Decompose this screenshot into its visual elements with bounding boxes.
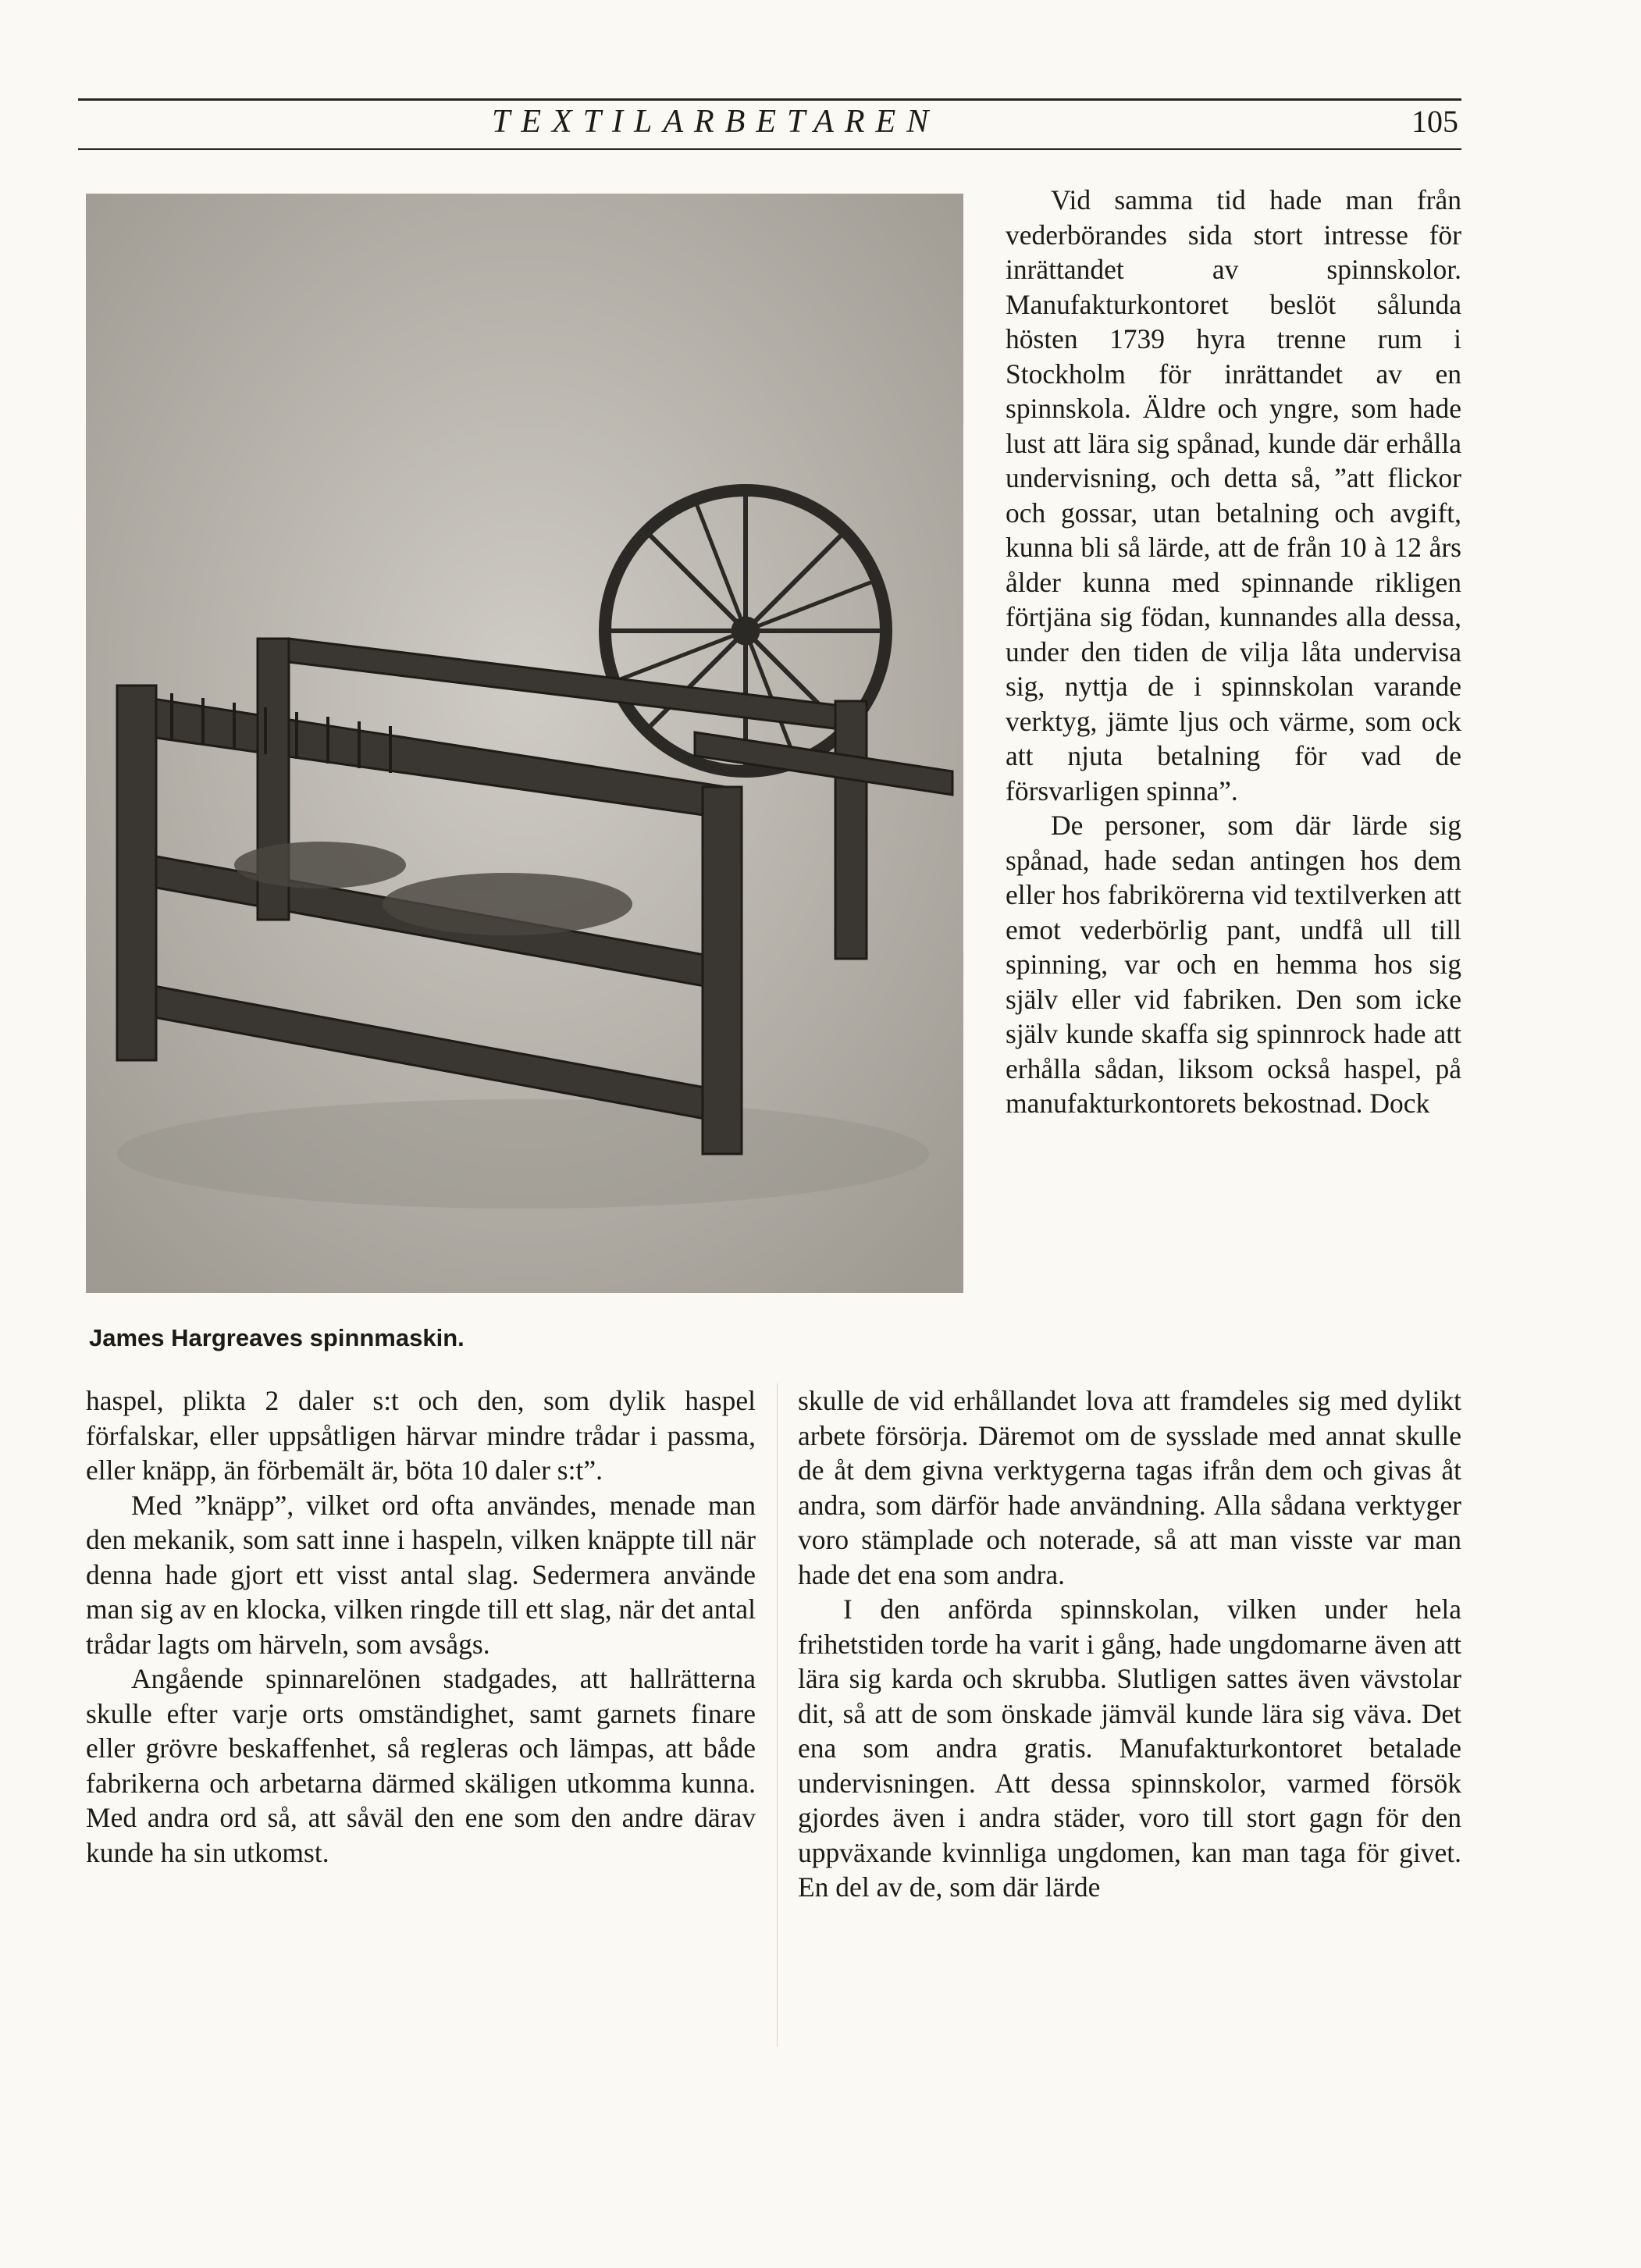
paragraph: skulle de vid erhållandet lova att framdeles sig med dylikt arbete försörja. Däremot om de sysslade med annat skulle de åt dem givna verktygerna tagas ifrån dem och givas åt andra, som därför hade användning. Alla sådana verktyger voro stämplade och noterade, så att man visste var man hade det ena som andra. — [798, 1385, 1461, 1590]
page-number: 105 — [1411, 104, 1458, 139]
paragraph: I den anförda spinnskolan, vilken under hela frihetstiden torde ha varit i gång, hade ungdomarne även att lära sig karda och skrubba. Slutligen sattes även vävstolar dit, så att de som önskade jämväl kunde lära sig väva. Det ena som andra gratis. Manufakturkontoret betalade undervisningen. Att dessa spinnskolor, varmed försök gjordes även i andra städer, voro till stort gagn för den uppväxande kvinnliga ungdomen, kan man taga för givet. En del av de, som där lärde — [798, 1593, 1461, 1903]
text-column-right-top — [1006, 183, 1461, 1121]
text-column-left — [86, 1383, 756, 1870]
spinning-jenny-figure — [86, 194, 963, 1293]
paragraph: Vid samma tid hade man från vederbörandes sida stort intresse för inrättandet av spinnskolor. Manufakturkontoret beslöt sålunda hösten 1739 hyra trenne rum i Stockholm för inrättandet av en spinnskola. Äldre och yngre, som hade lust att lära sig spånad, kunde där erhålla undervisning, och detta så, ”att flickor och gossar, utan betalning och avgift, kunna bli så lärde, att de från 10 à 12 års ålder kunna med spinnande rikligen förtjäna sig födan, kunnandes alla dessa, under den tiden de vilja låta undervisa sig, nyttja de i spinnskolan varande verktyg, jämte ljus och värme, som ock att njuta betalning för vad de försvarligen spinna”. — [1006, 184, 1461, 806]
text-column-right — [798, 1383, 1461, 1905]
paragraph: haspel, plikta 2 daler s:t och den, som dylik haspel förfalskar, eller uppsåtligen härvar mindre trådar i passma, eller knäpp, än förbemält är, böta 10 daler s:t”. — [86, 1385, 756, 1486]
paragraph: Med ”knäpp”, vilket ord ofta användes, menade man den mekanik, som satt inne i haspeln, vilken knäppte till när denna hade gjort ett visst antal slag. Sedermera använde man sig av en klocka, vilken ringde till ett slag, när det antal trådar lagts om härveln, som avsågs. — [86, 1489, 756, 1660]
paragraph: De personer, som där lärde sig spånad, hade sedan antingen hos dem eller hos fabrikörerna vid textilverken att emot vederbörlig pant, undfå ull till spinning, var och en hemma hos sig själv eller vid fabriken. Den som icke själv kunde skaffa sig spinnrock hade att erhålla sådan, liksom också haspel, på manufakturkontorets bekostnad. Dock — [1006, 810, 1461, 1119]
header-rule-bottom — [78, 148, 1461, 150]
column-divider — [777, 1383, 778, 2047]
figure-caption: James Hargreaves spinnmaskin. — [89, 1324, 465, 1351]
journal-title: TEXTILARBETAREN — [492, 104, 940, 140]
spinning-jenny-illustration — [86, 194, 963, 1293]
paragraph: Angående spinnarelönen stadgades, att hallrätterna skulle efter varje orts omständighet, samt garnets finare eller grövre beskaffenhet, så regleras och lämpas, att både fabrikerna och arbetarna därmed skäligen utkomma kunna. Med andra ord så, att såväl den ene som den andre därav kunde ha sin utkomst. — [86, 1663, 756, 1868]
header-rule-top — [78, 98, 1461, 101]
